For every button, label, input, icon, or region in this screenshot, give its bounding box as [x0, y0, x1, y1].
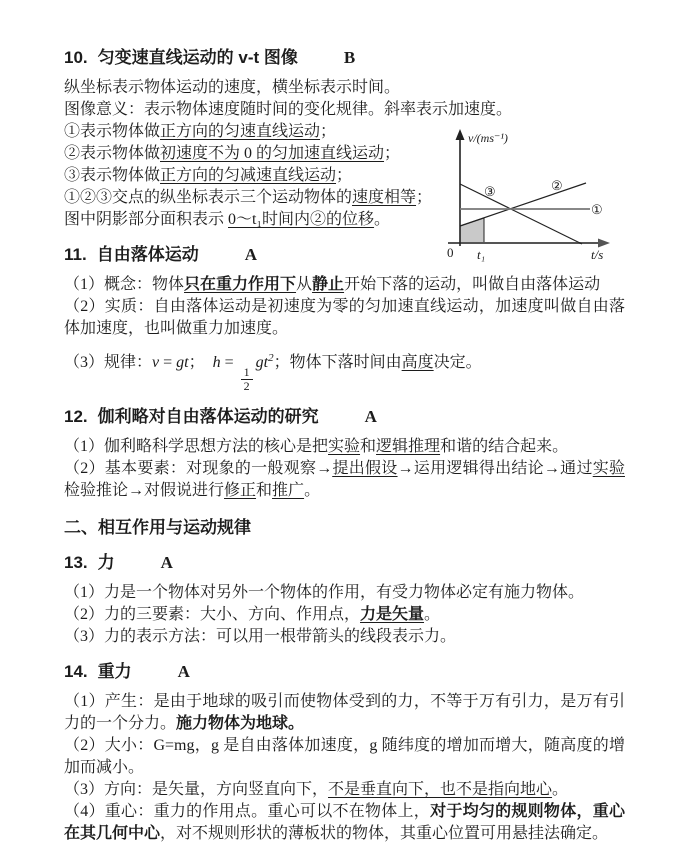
grade-level-badge: A: [244, 245, 257, 264]
text-segment: 决定。: [433, 354, 482, 371]
vt-graph-figure: [434, 126, 624, 266]
fraction-denominator: 2: [243, 379, 250, 393]
text-segment: 逻辑推理: [376, 438, 441, 455]
text-segment: 提出假设: [332, 460, 398, 477]
text-segment: 施力物体为地球。: [176, 715, 305, 732]
paragraph: [64, 801, 625, 845]
text-segment: 正方向的匀减速直线运动: [160, 167, 337, 184]
section-number: 12.: [64, 407, 88, 426]
text-segment: ；: [320, 123, 337, 140]
section-number: 13.: [64, 553, 88, 572]
text-segment: 和: [360, 438, 377, 455]
line1-badge: ①: [591, 202, 603, 217]
paragraph: [64, 342, 625, 393]
y-axis-label: v/(ms⁻¹): [468, 131, 508, 145]
fraction: [241, 366, 253, 393]
vt-graph-svg: [434, 126, 624, 266]
section-heading: [64, 660, 625, 683]
text-segment: 只在重力作用下: [184, 276, 297, 293]
paragraph: [64, 691, 625, 735]
text-segment: 和谐的结合起来。: [440, 438, 569, 455]
text-segment: ；: [188, 354, 213, 371]
x-axis-label: t/s: [591, 247, 604, 262]
text-segment: 2: [268, 352, 274, 364]
text-segment: ③表示物体做: [64, 167, 161, 184]
text-segment: 高度: [401, 354, 434, 371]
text-segment: 不是垂直向下，也不是指向地心: [328, 781, 553, 798]
section-title: 匀变速直线运动的 v-t 图像: [97, 48, 298, 67]
text-segment: （1）概念：物体: [64, 276, 185, 293]
text-segment: 初速度不为 0 的匀加速直线运动: [160, 145, 385, 162]
section-heading: [64, 405, 625, 428]
text-segment: ；: [416, 189, 433, 206]
origin-label: 0: [447, 245, 454, 260]
text-segment: gt: [255, 354, 269, 371]
text-segment: （4）重心：重力的作用点。重心可以不在物体上，: [64, 803, 431, 820]
paragraph: [64, 458, 625, 502]
text-segment: 推广: [272, 482, 305, 499]
text-segment: v: [152, 354, 160, 371]
text-segment: 开始下落的运动，叫做自由落体运动: [344, 276, 601, 293]
paragraph: [64, 296, 625, 340]
grade-level-badge: A: [160, 553, 173, 572]
text-segment: ②表示物体做: [64, 145, 161, 162]
paragraph: [64, 735, 625, 779]
text-segment: ，对不规则形状的薄板状的物体，其重心位置可用悬挂法确定。: [160, 825, 609, 842]
text-segment: 。: [304, 482, 321, 499]
graph-line-2: [460, 183, 586, 226]
section-title: 重力: [97, 662, 132, 681]
text-segment: =: [220, 354, 238, 371]
text-segment: ；物体下落时间由: [273, 354, 402, 371]
grade-level-badge: A: [364, 407, 377, 426]
fraction-numerator: 1: [241, 366, 253, 380]
text-segment: （1）伽利略科学思想方法的核心是把: [64, 438, 329, 455]
text-segment: 。: [424, 606, 441, 623]
section-heading: [64, 46, 625, 69]
part-heading: 二、相互作用与运动规律: [64, 518, 251, 537]
text-segment: （1）力是一个物体对另外一个物体的作用，有受力物体必定有施力物体。: [64, 584, 585, 601]
text-segment: 静止: [312, 276, 345, 293]
line2-badge: ②: [551, 178, 563, 193]
text-segment: 力是矢量: [360, 606, 425, 623]
paragraph: [64, 274, 625, 296]
text-segment: 实验: [592, 460, 625, 477]
text-segment: 对于均匀的规则物体，重心在其几何中心: [64, 803, 625, 842]
section-heading: [64, 551, 625, 574]
text-segment: ；: [384, 145, 401, 162]
paragraph: [64, 436, 625, 458]
line3-badge: ③: [484, 184, 496, 199]
text-segment: （3）力的表示方法：可以用一根带箭头的线段表示力。: [64, 628, 457, 645]
text-segment: ①②③交点的纵坐标表示三个运动物体的: [64, 189, 353, 206]
section-title: 伽利略对自由落体运动的研究: [97, 407, 319, 426]
paragraph: [64, 626, 625, 648]
paragraph: [64, 604, 625, 626]
grade-level-badge: A: [177, 662, 190, 681]
paragraph: [64, 779, 625, 801]
text-segment: 正方向的匀速直线运动: [160, 123, 321, 140]
paragraph: [64, 582, 625, 604]
text-segment: →运用逻辑得出结论→通过: [397, 460, 593, 477]
paragraph: [64, 99, 625, 121]
text-segment: （2）力的三要素：大小、方向、作用点，: [64, 606, 361, 623]
text-segment: 。: [552, 781, 569, 798]
text-segment: （2）实质：自由落体运动是初速度为零的匀加速直线运动，加速度叫做自由落体加速度，也叫做重力加速度。: [64, 298, 625, 337]
text-segment: 图像意义：表示物体速度随时间的变化规律。斜率表示加速度。: [64, 101, 513, 118]
text-segment: gt: [176, 354, 189, 371]
text-segment: 速度相等: [352, 189, 417, 206]
text-segment: 图中阴影部分面积表示: [64, 211, 229, 228]
section-number: 10.: [64, 48, 88, 67]
text-segment: （3）规律：: [64, 354, 153, 371]
paragraph: [64, 77, 625, 99]
text-segment: ①表示物体做: [64, 123, 161, 140]
text-segment: ；: [336, 167, 353, 184]
grade-level-badge: B: [343, 48, 356, 67]
text-segment: 检验推论→对假说进行: [64, 482, 225, 499]
text-segment: 修正: [224, 482, 257, 499]
section-title: 自由落体运动: [96, 245, 199, 264]
text-segment: =: [159, 354, 177, 371]
text-segment: 纵坐标表示物体运动的速度，横坐标表示时间。: [64, 79, 401, 96]
text-segment: （2）大小：G=mg，g 是自由落体加速度，g 随纬度的增加而增大，随高度的增加而减小。: [64, 737, 625, 776]
text-segment: （2）基本要素：对现象的一般观察→: [64, 460, 333, 477]
text-segment: 0～t₁时间内②的位移: [228, 211, 375, 228]
y-axis-arrow-icon: [456, 129, 465, 140]
text-segment: h: [212, 354, 221, 371]
section-title: 力: [97, 553, 115, 572]
text-segment: 从: [296, 276, 313, 293]
t1-tick-label: t₁: [477, 247, 486, 262]
text-segment: （3）方向：是矢量，方向竖直向下，: [64, 781, 329, 798]
text-segment: 。: [374, 211, 391, 228]
section-number: 14.: [64, 662, 88, 681]
text-segment: （1）产生：是由于地球的吸引而使物体受到的力，不等于万有引力，是万有引力的一个分力。: [64, 693, 625, 732]
text-segment: 实验: [328, 438, 361, 455]
section-number: 11.: [64, 245, 87, 264]
text-segment: 和: [256, 482, 273, 499]
